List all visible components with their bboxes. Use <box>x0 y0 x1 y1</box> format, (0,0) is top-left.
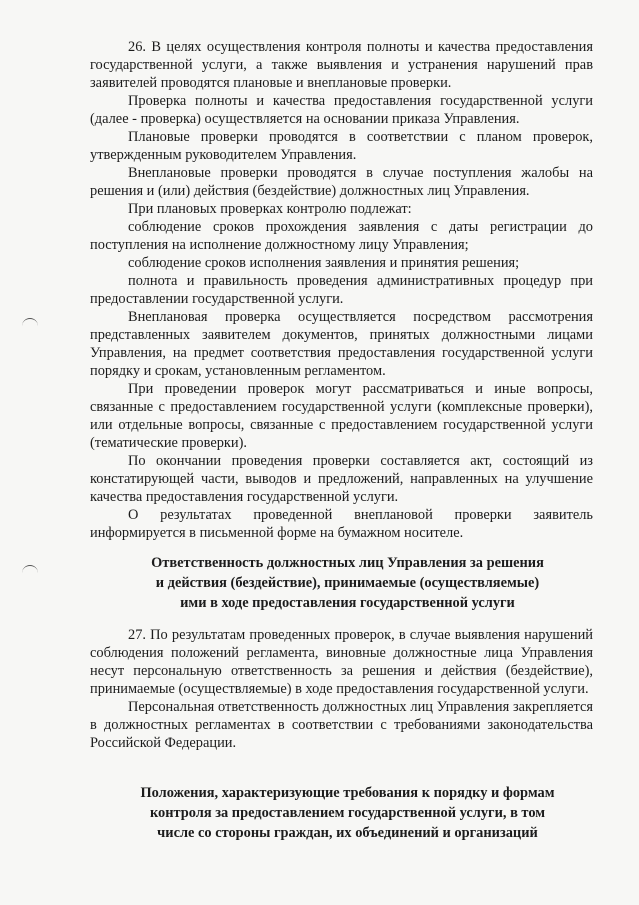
heading-line: Ответственность должностных лиц Управления за решения <box>151 555 544 571</box>
paragraph: Проверка полноты и качества предоставления государственной услуги (далее - проверка) осуществляется на основании приказа Управления. <box>90 93 593 127</box>
heading-line: Положения, характеризующие требования к порядку и формам <box>140 785 555 801</box>
paragraph: соблюдение сроков прохождения заявления с даты регистрации до поступления на исполнение должностному лицу Управления; <box>90 219 593 253</box>
margin-mark <box>22 565 38 576</box>
section-27 <box>90 626 593 752</box>
paragraph: полнота и правильность проведения административных процедур при предоставлении государственной услуги. <box>90 273 593 307</box>
section-heading <box>96 783 599 843</box>
paragraph: Плановые проверки проводятся в соответствии с планом проверок, утвержденным руководителем Управления. <box>90 129 593 163</box>
paragraph: Персональная ответственность должностных лиц Управления закрепляется в должностных регламентах в соответствии с требованиями законодательства Российской Федерации. <box>90 699 593 751</box>
heading-line: и действия (бездействие), принимаемые (осуществляемые) <box>155 575 540 591</box>
paragraph: 26. В целях осуществления контроля полноты и качества предоставления государственной услуги, а также выявления и устранения нарушений прав заявителей проводятся плановые и внеплановые проверки. <box>90 39 593 91</box>
paragraph: При проведении проверок могут рассматриваться и иные вопросы, связанные с предоставлением государственной услуги (комплексные проверки), или отдельные вопросы, связанные с предоставлением государственной услуги (тематические проверки). <box>90 381 593 451</box>
paragraph: По окончании проведения проверки составляется акт, состоящий из констатирующей части, выводов и предложений, направленных на улучшение качества предоставления государственной услуги. <box>90 453 593 505</box>
paragraph: соблюдение сроков исполнения заявления и принятия решения; <box>128 255 520 271</box>
margin-mark <box>22 318 38 329</box>
paragraph: Внеплановая проверка осуществляется посредством рассмотрения представленных заявителем документов, принятых должностными лицами Управления, на предмет соответствия предоставления государственной услуги порядку и срокам, установленным регламентом. <box>90 309 593 379</box>
section-26 <box>90 38 593 542</box>
section-heading <box>96 553 599 613</box>
paragraph: О результатах проведенной внеплановой проверки заявитель информируется в письменной форме на бумажном носителе. <box>90 507 593 541</box>
paragraph: При плановых проверках контролю подлежат: <box>128 201 412 217</box>
heading-line: ими в ходе предоставления государственной услуги <box>180 595 515 611</box>
heading-line: числе со стороны граждан, их объединений и организаций <box>157 825 538 841</box>
paragraph: Внеплановые проверки проводятся в случае поступления жалобы на решения и (или) действия (бездействие) должностных лиц Управления. <box>90 165 593 199</box>
heading-line: контроля за предоставлением государственной услуги, в том <box>149 805 546 821</box>
paragraph: 27. По результатам проведенных проверок, в случае выявления нарушений соблюдения положений регламента, виновные должностные лица Управления несут персональную ответственность за решения и действия (бездействие), принимаемые (осуществляемые) в ходе предоставления государственной услуги. <box>90 627 593 697</box>
